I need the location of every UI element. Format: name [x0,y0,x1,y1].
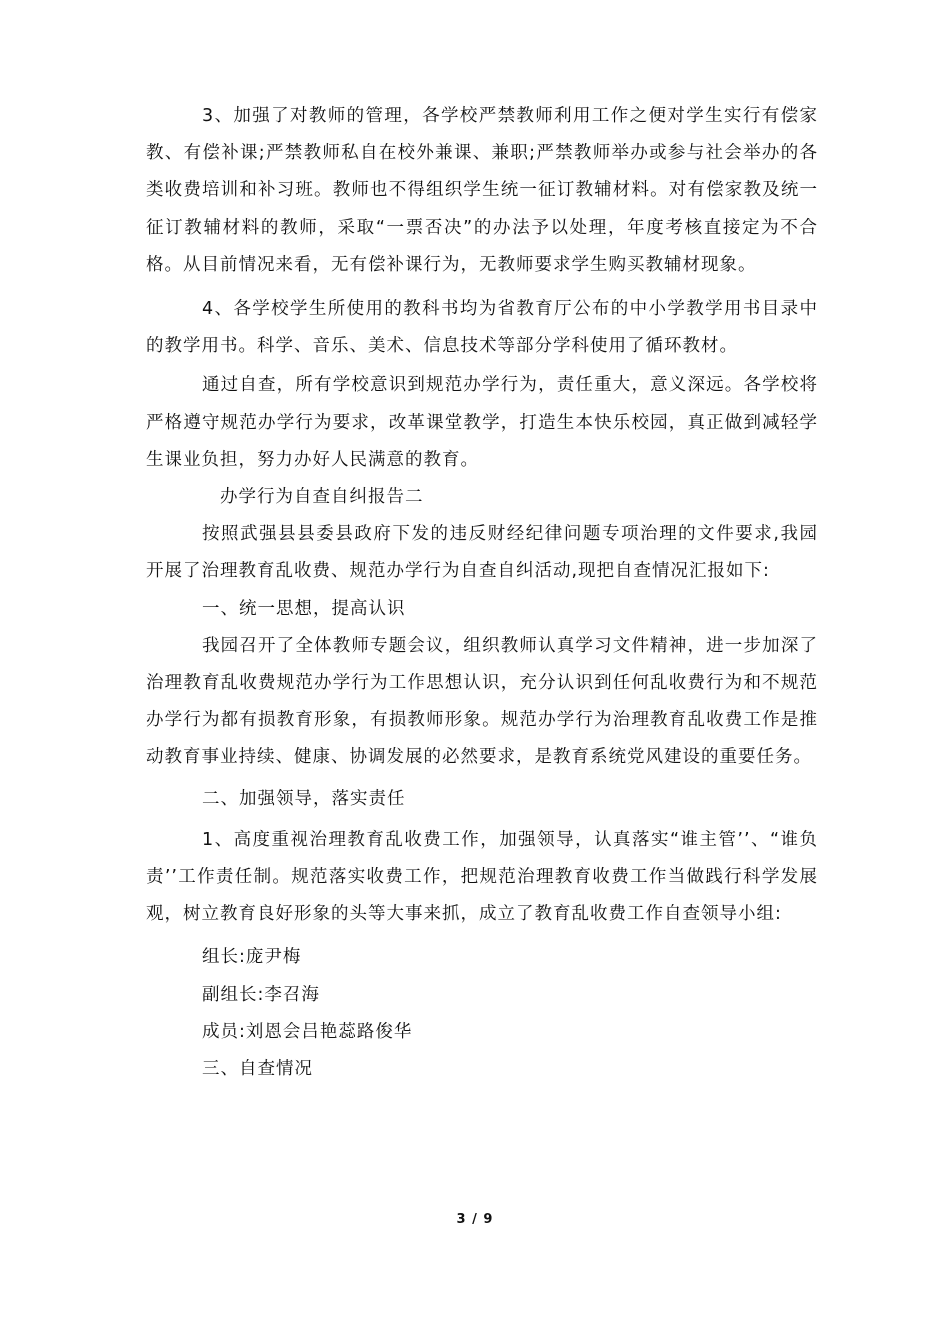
section-body-1: 我园召开了全体教师专题会议，组织教师认真学习文件精神，进一步加深了治理教育乱收费规范办学行为工作思想认识，充分认识到任何乱收费行为和不规范办学行为都有损教育形象，有损教师形象。规范办学行为治理教育乱收费工作是推动教育事业持续、健康、协调发展的必然要求，是教育系统党风建设的重要任务。 [146,635,818,768]
section-heading-3: 三、自查情况 [202,1059,313,1080]
leader-line: 组长:庞尹梅 [202,947,302,968]
paragraph-item-3: 3、加强了对教师的管理，各学校严禁教师利用工作之便对学生实行有偿家教、有偿补课;严禁教师私自在校外兼课、兼职;严禁教师举办或参与社会举办的各类收费培训和补习班。教师也不得组织学生统一征订教辅材料。对有偿家教及统一征订教辅材料的教师，采取“一票否决”的办法予以处理，年度考核直接定为不合格。从目前情况来看，无有偿补课行为，无教师要求学生购买教辅材现象。 [146,106,818,275]
report-intro: 按照武强县县委县政府下发的违反财经纪律问题专项治理的文件要求,我园开展了治理教育乱收费、规范办学行为自查自纠活动,现把自查情况汇报如下: [146,524,818,582]
vice-leader-line: 副组长:李召海 [202,984,320,1005]
members-line: 成员:刘恩会吕艳蕊路俊华 [202,1021,413,1042]
section-heading-1: 一、统一思想，提高认识 [202,598,406,619]
paragraph-item-4: 4、各学校学生所使用的教科书均为省教育厅公布的中小学教学用书目录中的教学用书。科学、音乐、美术、信息技术等部分学科使用了循环教材。 [146,299,818,357]
document-body [146,98,818,1088]
page-number: 3 / 9 [456,1212,494,1227]
paragraph-summary: 通过自查，所有学校意识到规范办学行为，责任重大，意义深远。各学校将严格遵守规范办学行为要求，改革课堂教学，打造生本快乐校园，真正做到减轻学生课业负担，努力办好人民满意的教育。 [146,375,818,470]
section-heading-2: 二、加强领导，落实责任 [202,788,406,809]
section-item-1: 1、高度重视治理教育乱收费工作，加强领导，认真落实“谁主管’’、“谁负责’’工作责任制。规范落实收费工作，把规范治理教育收费工作当做践行科学发展观，树立教育良好形象的头等大事来抓，成立了教育乱收费工作自查领导小组: [146,829,818,925]
report-title: 办学行为自查自纠报告二 [220,487,424,508]
